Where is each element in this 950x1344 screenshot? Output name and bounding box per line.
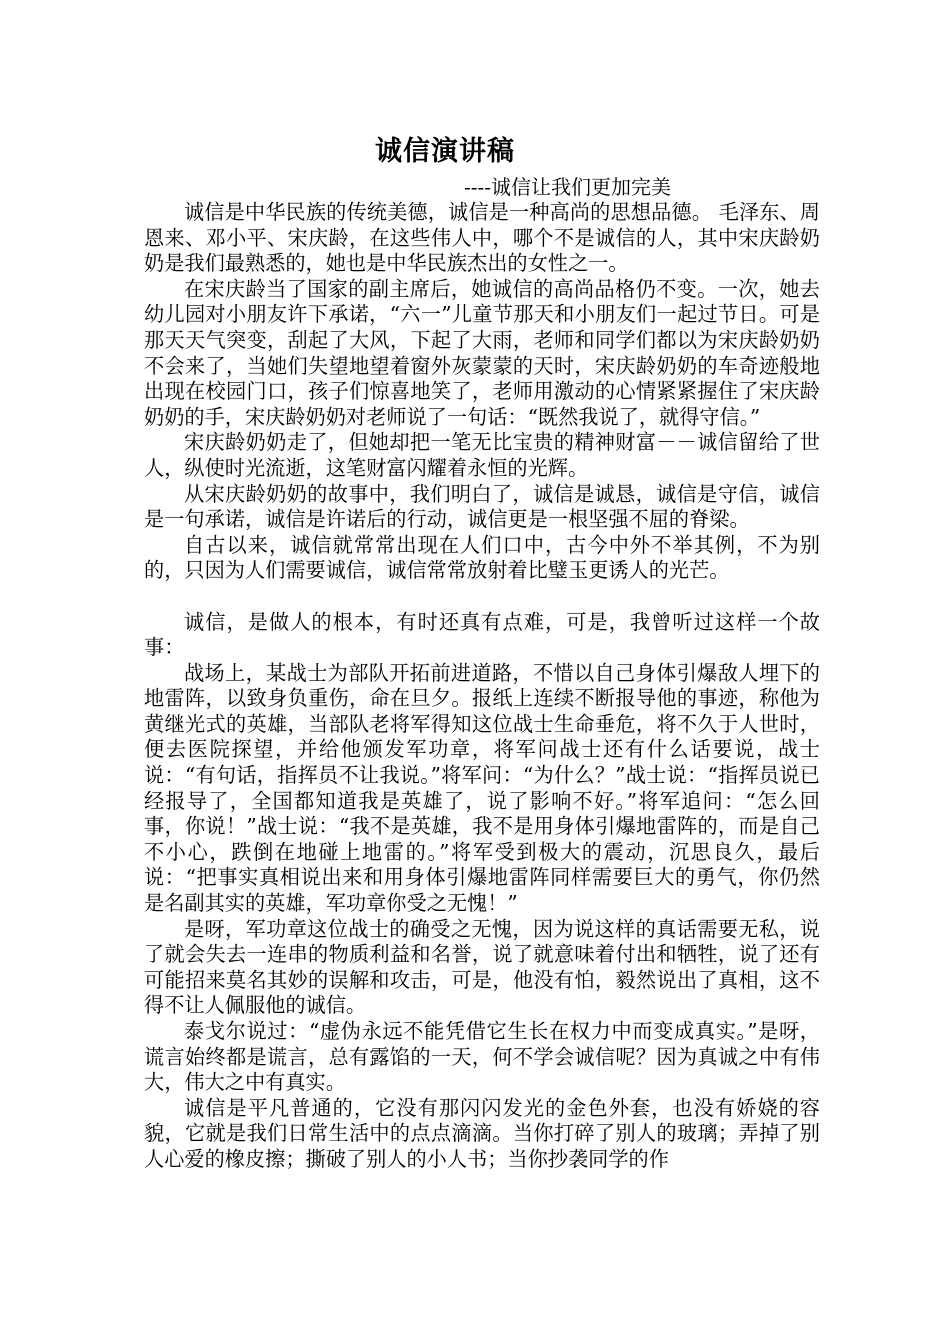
paragraph: 泰戈尔说过：“虚伪永远不能凭借它生长在权力中而变成真实。”是呀，谎言始终都是谎言，总有露馅的一天，何不学会诚信呢？因为真诚之中有伟大，伟大之中有真实。: [144, 1019, 820, 1095]
paragraph: 自古以来，诚信就常常出现在人们口中，古今中外不举其例，不为别的，只因为人们需要诚信，诚信常常放射着比璧玉更诱人的光芒。: [144, 532, 820, 583]
paragraph: 是呀，军功章这位战士的确受之无愧，因为说这样的真话需要无私，说了就会失去一连串的物质利益和名誉，说了就意味着付出和牺牲，说了还有可能招来莫名其妙的误解和攻击，可是，他没有怕，毅然说出了真相，这不得不让人佩服他的诚信。: [144, 916, 820, 1018]
paragraph: 在宋庆龄当了国家的副主席后，她诚信的高尚品格仍不变。一次，她去幼儿园对小朋友许下承诺，“六一”儿童节那天和小朋友们一起过节日。可是那天天气突变，刮起了大风，下起了大雨，老师和同学们都以为宋庆龄奶奶不会来了，当她们失望地望着窗外灰蒙蒙的天时，宋庆龄奶奶的车奇迹般地出现在校园门口，孩子们惊喜地笑了，老师用激动的心情紧紧握住了宋庆龄奶奶的手，宋庆龄奶奶对老师说了一句话：“既然我说了，就得守信。”: [144, 276, 820, 429]
paragraph: 宋庆龄奶奶走了，但她却把一笔无比宝贵的精神财富－－诚信留给了世人，纵使时光流逝，这笔财富闪耀着永恒的光辉。: [144, 430, 820, 480]
document-title: 诚信演讲稿: [375, 136, 515, 167]
paragraph: 战场上，某战士为部队开拓前进道路，不惜以自己身体引爆敌人埋下的地雷阵，以致身负重伤，命在旦夕。报纸上连续不断报导他的事迹，称他为黄继光式的英雄，当部队老将军得知这位战士生命垂危，将不久于人世时，便去医院探望，并给他颁发军功章，将军问战士还有什么话要说，战士说：“有句话，指挥员不让我说。”将军问：“为什么？”战士说：“指挥员说已经报导了，全国都知道我是英雄了，说了影响不好。”将军追问：“怎么回事，你说！”战士说：“我不是英雄，我不是用身体引爆地雷阵的，而是自己不小心，跌倒在地碰上地雷的。”将军受到极大的震动，沉思良久，最后说：“把事实真相说出来和用身体引爆地雷阵同样需要巨大的勇气，你仍然是名副其实的英雄，军功章你受之无愧！”: [144, 660, 820, 916]
paragraph-spacer: [144, 584, 820, 610]
document-subtitle: ----诚信让我们更加完美: [464, 175, 672, 199]
paragraph: 从宋庆龄奶奶的故事中，我们明白了，诚信是诚恳，诚信是守信，诚信是一句承诺，诚信是许诺后的行动，诚信更是一根坚强不屈的脊梁。: [144, 481, 820, 532]
paragraph: 诚信，是做人的根本，有时还真有点难，可是，我曾听过这样一个故事：: [144, 609, 820, 660]
document-body: [144, 200, 820, 1173]
paragraph: 诚信是中华民族的传统美德，诚信是一种高尚的思想品德。 毛泽东、周恩来、邓小平、宋庆龄，在这些伟人中，哪个不是诚信的人，其中宋庆龄奶奶是我们最熟悉的，她也是中华民族杰出的女性之一。: [144, 200, 820, 276]
paragraph: 诚信是平凡普通的，它没有那闪闪发光的金色外套，也没有娇娆的容貌，它就是我们日常生活中的点点滴滴。当你打碎了别人的玻璃；弄掉了别人心爱的橡皮擦；撕破了别人的小人书；当你抄袭同学的作: [144, 1095, 820, 1171]
